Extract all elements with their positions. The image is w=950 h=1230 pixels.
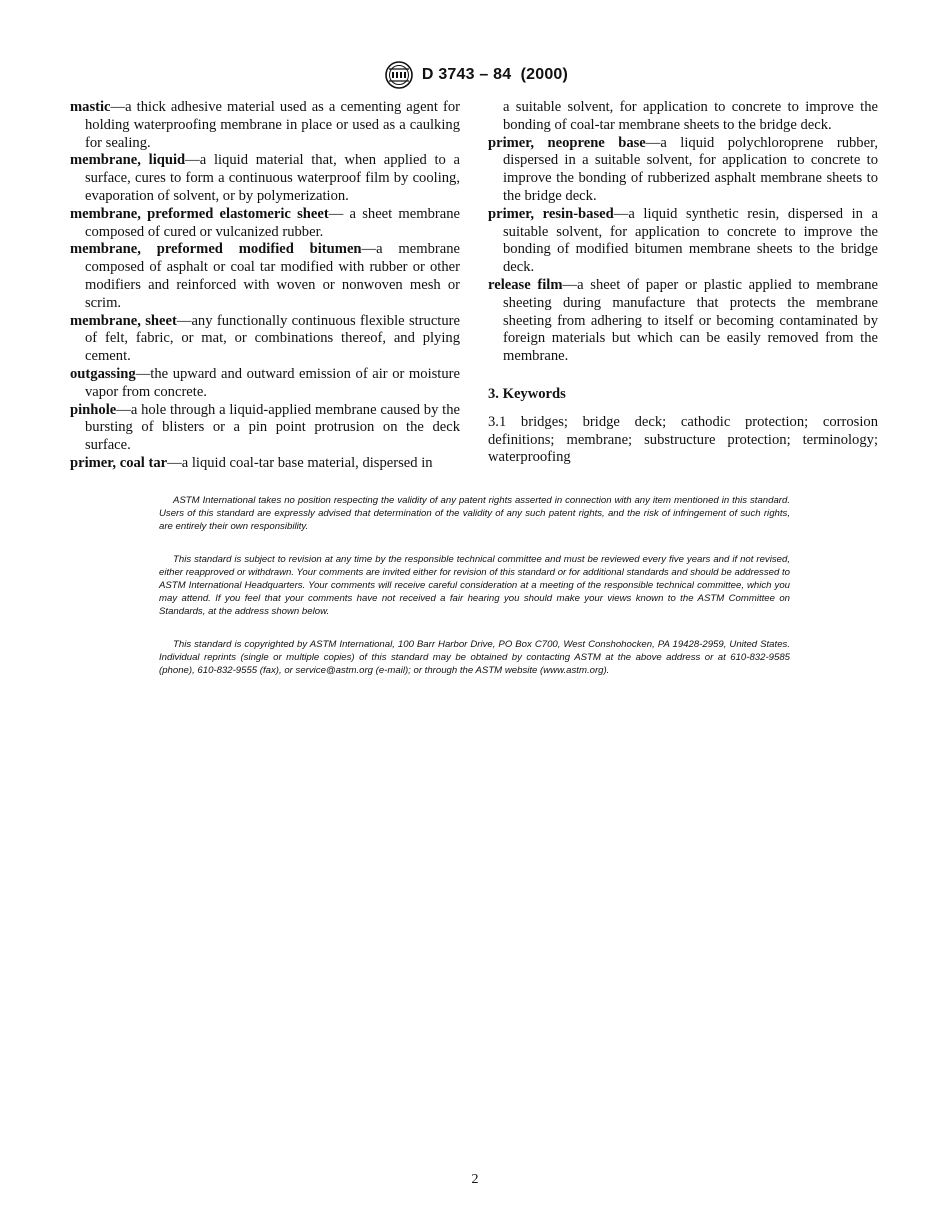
definition bbox=[70, 313, 460, 366]
definition-text: — a sheet membrane composed of cured or vulcanized rubber. bbox=[85, 205, 461, 240]
section-heading: 3. Keywords bbox=[488, 385, 566, 402]
definition bbox=[70, 366, 460, 402]
definition-text: —a membrane composed of asphalt or coal tar modified with rubber or other modifiers and reinforced with woven or nonwoven mesh or scrim. bbox=[85, 241, 461, 311]
reapproval-year: (2000) bbox=[520, 66, 569, 83]
revision-notice: This standard is subject to revision at any time by the responsible technical committee and must be reviewed every five years and if not revised, either reapproved or withdrawn. Your comments are invited either for revision of this standard or for additional standards and should be addressed to ASTM International Headquarters. Your comments will receive careful consideration at a meeting of the responsible technical committee, which you may attend. If you feel that your comments have not received a fair hearing you should make your views known to the ASTM Committee on Standards, at the address shown below. bbox=[159, 553, 790, 618]
definition bbox=[488, 135, 878, 206]
definition-term: mastic bbox=[70, 99, 111, 115]
definition bbox=[70, 206, 460, 242]
definition-term: outgassing bbox=[70, 365, 136, 382]
definition-term: pinhole bbox=[70, 401, 117, 418]
definition-text: —the upward and outward emission of air or moisture vapor from concrete. bbox=[85, 365, 460, 400]
definition-term: membrane, sheet bbox=[70, 312, 177, 329]
patent-notice: ASTM International takes no position respecting the validity of any patent rights asserted in connection with any item mentioned in this standard. Users of this standard are expressly advised that determination of the validity of any such patent rights, and the risk of infringement of such rights, are entirely their own responsibility. bbox=[159, 495, 790, 533]
right-column bbox=[488, 99, 878, 467]
definition-term: primer, coal tar bbox=[70, 454, 168, 471]
page-number: 2 bbox=[471, 1172, 479, 1187]
definition-text: —a hole through a liquid-applied membrane caused by the bursting of blisters or a pin point protrusion on the deck surface. bbox=[85, 401, 460, 454]
definition bbox=[488, 277, 878, 366]
left-column bbox=[70, 99, 460, 473]
astm-logo-icon bbox=[382, 60, 416, 90]
page-header bbox=[0, 60, 950, 90]
definition-term: membrane, liquid bbox=[70, 152, 186, 169]
definition-continuation: a suitable solvent, for application to concrete to improve the bonding of coal-tar membrane sheets to the bridge deck. bbox=[503, 99, 878, 133]
standard-designation bbox=[422, 66, 568, 84]
definition-term: membrane, preformed elastomeric sheet bbox=[70, 205, 329, 222]
definition-text: —a sheet of paper or plastic applied to membrane sheeting during manufacture that protects the membrane sheeting from adhering to itself or becoming contaminated by foreign materials but which can be easily removed from the membrane. bbox=[503, 276, 878, 365]
definition-term: primer, neoprene base bbox=[488, 134, 646, 151]
definition bbox=[70, 402, 460, 455]
footer-notices bbox=[159, 494, 790, 696]
definition-text: —a liquid synthetic resin, dispersed in a suitable solvent, for application to concrete to improve the bonding of modified bitumen membrane sheets to the bridge deck. bbox=[503, 205, 879, 276]
definition-text: —a liquid polychloroprene rubber, dispersed in a suitable solvent, for application to concrete to improve the bonding of rubberized asphalt membrane sheets to the bridge deck. bbox=[503, 134, 878, 204]
definition-text: —a liquid coal-tar base material, dispersed in bbox=[167, 454, 433, 471]
definition-term: primer, resin-based bbox=[488, 205, 614, 222]
definition-text: —any functionally continuous flexible structure of felt, fabric, or mat, or combinations thereof, and plying cement. bbox=[85, 312, 460, 365]
definition-term: release film bbox=[488, 276, 563, 293]
definition bbox=[70, 99, 460, 152]
definition bbox=[70, 241, 460, 312]
definition-term: membrane, preformed modified bitumen bbox=[70, 241, 362, 258]
definition-text: —a liquid material that, when applied to a surface, cures to form a continuous waterproof film by cooling, evaporation of solvent, or by polymerization. bbox=[85, 152, 460, 204]
definition bbox=[70, 152, 460, 205]
designation-number: D 3743 – 84 bbox=[421, 66, 512, 83]
definition-text: —a thick adhesive material used as a cementing agent for holding waterproofing membrane in place or used as a caulking for sealing. bbox=[85, 99, 460, 151]
copyright-notice: This standard is copyrighted by ASTM International, 100 Barr Harbor Drive, PO Box C700, West Conshohocken, PA 19428-2959, United States. Individual reprints (single or multiple copies) of this standard may be obtained by contacting ASTM at the above address or at 610-832-9585 (phone), 610-832-9555 (fax), or service@astm.org (e-mail); or through the ASTM website (www.astm.org). bbox=[159, 638, 790, 677]
definition bbox=[70, 455, 460, 473]
definition bbox=[488, 206, 878, 277]
keywords-paragraph: 3.1 bridges; bridge deck; cathodic protection; corrosion definitions; membrane; substructure protection; terminology; waterproofing bbox=[488, 413, 878, 466]
